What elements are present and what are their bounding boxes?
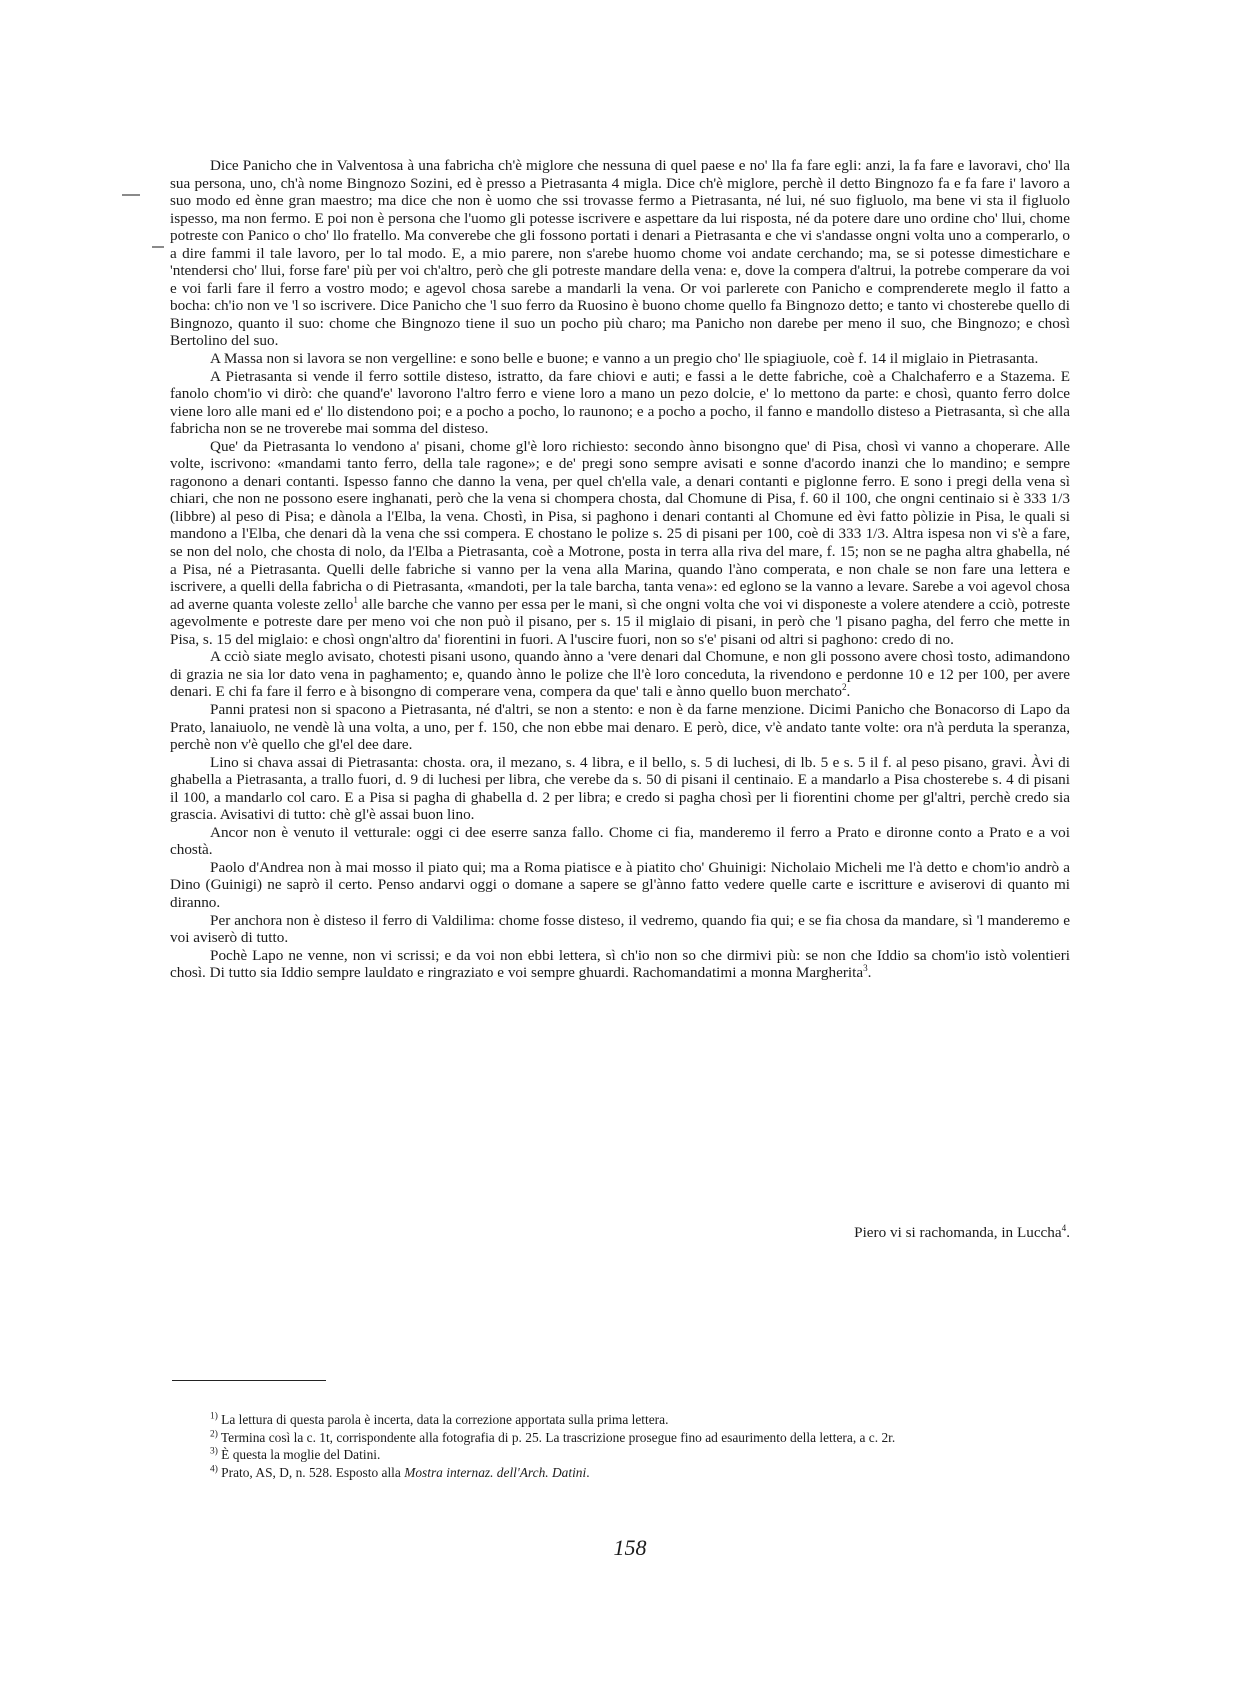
page-number: 158 [613, 1535, 647, 1560]
paragraph-paolo: Paolo d'Andrea non à mai mosso il piato qui; ma a Roma piatisce e à piatito cho' Ghuinigi: Nicholaio Micheli me l'à detto e chom'io andrò a Dino (Guinigi) ne saprò il certo. Penso andarvi oggi o domane a sapere se gl'ànno fatto vedere quelle carte e iscritture e aviserovi di quanto mi diranno. [170, 858, 1070, 911]
paragraph-avisato-end: . [846, 683, 851, 701]
paragraph-pietrasanta-ferro: A Pietrasanta si vende il ferro sottile disteso, istratto, da fare chiovi e auti; e fassi a le dette fabriche, coè a Chalchaferro e a Stazema. E fanolo chom'io vi dirò: che quand'e' lavorono l'altro ferro e viene loro a mano un pezo dolcie, e' lo mettono da parte: e chosì, quanto ferro dolce viene loro alle mani ed e' llo distendono poi; e a pocho a pocho, lo raunono; e a pocho a pocho, il fanno e mandollo disteso a Pietrasanta, sì che alla fabricha non se ne troverebe mai somma del disteso. [170, 367, 1070, 438]
paragraph-panni: Panni pratesi non si spacono a Pietrasanta, né d'altri, se non a stento: e non è da farne menzione. Dicimi Panicho che Bonacorso di Lapo da Prato, lanaiuolo, ne vendè là una volta, a uno, per f. 150, che non ebbe mai denaro. E però, dice, v'è andato tante volte: ora n'à perduta la speranza, perchè non v'è quello che gl'el dee dare. [170, 700, 1070, 754]
footnote-1-text: La lettura di questa parola è incerta, data la correzione apportata sulla prima lettera. [221, 1412, 669, 1427]
paragraph-vetturale: Ancor non è venuto il vetturale: oggi ci dee eserre sanza fallo. Chome ci fia, manderemo il ferro a Prato e dironne conto a Prato e a voi chostà. [170, 823, 1070, 859]
footnote-4-italic: Mostra internaz. dell'Arch. Datini [404, 1464, 587, 1480]
footnote-3 [170, 1446, 1070, 1464]
footnote-ref-4: 4 [1061, 1222, 1067, 1233]
footnote-4 [170, 1464, 1070, 1482]
footnote-ref-2: 2 [841, 682, 847, 693]
footnote-4-end: . [586, 1464, 590, 1480]
paragraph-avisato-text: A cciò siate meglo avisato, chotesti pisani usono, quando ànno a 'vere denari dal Chomune, e non gli possono avere chosì tosto, adimandono di grazia ne sia lor dato vena in paghamento; e, quando ànno le polize che ll'è loro conceduta, la rivendono e perdonne 10 e 12 per 100, per avere denari. E chi fa fare il ferro e à bisongno di comperare vena, compera da que' tali e ànno quello buon merchato [170, 648, 1070, 701]
signoff-text: Piero vi si rachomanda, in Luccha [854, 1224, 1062, 1241]
footnote-1-mark: 1) [210, 1411, 218, 1422]
signoff [170, 1224, 1070, 1242]
paragraph-closing-end: . [867, 964, 872, 982]
footnote-ref-1: 1 [353, 594, 358, 605]
footnote-4-mark: 4) [210, 1464, 218, 1475]
paragraph-avisato [170, 648, 1070, 701]
footnote-ref-3: 3 [863, 963, 868, 974]
paragraph-closing-text: Pochè Lapo ne venne, non vi scrissi; e da voi non ebbi lettera, sì ch'io non so che dirmivi più: se non che Iddio sa chom'io istò volentieri chosì. Di tutto sia Iddio sempre lauldato e ringraziato e voi sempre ghuardi. Rachomandatimi a monna Margherita [170, 946, 1070, 982]
footnote-2 [170, 1429, 1070, 1447]
footnote-1 [170, 1411, 1070, 1429]
paragraph-massa: A Massa non si lavora se non vergelline: e sono belle e buone; e vanno a un pregio cho' lle spiagiuole, coè f. 14 il miglaio in Pietrasanta. [210, 350, 1039, 368]
paragraph-closing [170, 947, 1070, 982]
paragraph-valventosa: Dice Panicho che in Valventosa à una fabricha ch'è miglore che nessuna di quel paese e no' lla fa fare egli: anzi, la fa fare e lavoravi, cho' lla sua persona, uno, ch'à nome Bingnozo Sozini, ed è presso a Pietrasanta 4 migla. Dice ch'è miglore, perchè il detto Bingnozo fa e fa fare i' lavoro a suo modo ed ènne gran maestro; ma dice che non è uomo che ssi trovasse fermo a Pietrasanta, né lui, né suo figluolo, ma bene vi sta il figluolo ispesso, ma non fermo. E poi non è persona che l'uomo gli potesse iscrivere e aspettare da lui risposta, né da potere dare uno ordine cho' llui, chome potreste con Panico o cho' llo fratello. Ma converebe che gli fossono portati i denari a Pietrasanta e che vi s'andasse ongni volta uno a comperarlo, o a dire fammi il tale lavoro, per lo tal modo. E, a mio parere, non s'arebe huomo chome voi andate cerchando; ma, se si potesse dimestichare e 'ntendersi cho' llui, forse fare' più per voi ch'altro, però che gli potreste mandare della vena: e, dove la compera d'altrui, la potrebe comperare da voi e voi farli fare il ferro a vostro modo; e agevol chosa sarebe a mandarli la vena. Or voi parlerete con Panicho e comprenderete meglo il fatto a bocha: ch'io non ve 'l so iscrivere. Dice Panicho che 'l suo ferro da Ruosino è buono chome quello fa Bingnozo detto; e tanto vi chosterebe quello di Bingnozo, quanto il suo: chome che Bingnozo tiene il suo un pocho più charo; ma Panicho non darebe per meno il suo, che Bingnozo; e chosì Bertolino del suo. [170, 157, 1070, 350]
footnote-2-mark: 2) [210, 1429, 218, 1440]
paragraph-lino: Lino si chava assai di Pietrasanta: chosta. ora, il mezano, s. 4 libra, e il bello, s. 5 di luchesi, di lb. 5 e s. 5 il f. al peso pisano, gravi. Àvi di ghabella a Pietrasanta, a trallo fuori, d. 9 di luchesi per libra, che verebe da s. 50 di pisani il centinaio. E a mandarlo a Pisa chosterebe s. 4 di pisani il 100, a mandarlo col caro. E a Pisa si pagha di ghabella d. 2 per libra; e credo si pagha chosì per li fiorentini chome per gl'altri, perchè credo sia grascia. Avisativi di tutto: chè gl'è assai buon lino. [170, 753, 1070, 824]
margin-mark-bottom [152, 246, 164, 248]
footnote-4-text: Prato, AS, D, n. 528. Esposto alla [221, 1464, 405, 1480]
paragraph-pisani-text-cont: alle barche che vanno per essa per le mani, sì che ongni volta che voi vi disponeste a volere atendere a cciò, potreste agevolmente e potreste dare per meno voi che non può il pisano, per s. 15 il miglaio di pisani, in però che 'l pisano pagha, del ferro che mette in Pisa, s. 15 del miglaio: e chosì ongn'altro da' fiorentini in fuori. A l'uscire fuori, non so s'e' pisani od altri si paghono: credo di no. [170, 595, 1070, 648]
margin-mark-top [122, 194, 140, 196]
paragraph-pisani-text: Que' da Pietrasanta lo vendono a' pisani, chome gl'è loro richiesto: secondo ànno bisongno que' di Pisa, chosì vi vanno a choperare. Alle volte, iscrivono: «mandami tanto ferro, della tale ragone»; e de' pregi sono sempre avisati e sonne d'acordo inanzi che lo mandino; e sempre ragonono a denari contanti. Ispesso fanno che danno la vena, per quel ch'ella vale, a denari contanti e piglonne ferro. E sono i pregi della vena sì chiari, che non ne possono esere inghanati, però che la vena si chompera chosta, dal Chomune di Pisa, f. 60 il 100, che ongni centinaio si è 333 1/3 (libbre) al peso di Pisa; e dànola a l'Elba, la vena. Chostì, in Pisa, si paghono i denari contanti al Chomune ed èvi fatto pòlizie in Pisa, le quali si mandono a l'Elba, che denari dà la vena che ssi compera. E chostano le polize s. 25 di pisani per 100, coè di 333 1/3. Altra ispesa non vi s'è a fare, se non del nolo, che chosta di nolo, da l'Elba a Pietrasanta, coè a Motrone, posta in terra alla riva del mare, f. 15; non se ne pagha altra ghabella, né a Pisa, né a Pietrasanta. Quelli delle fabriche si vanno per la vena alla Marina, quando l'àno comperata, e non chale se non fare una lettera e iscrivere, a quelli della fabricha o di Pietrasanta, «mandoti, per la tale barcha, tanta vena»: ed eglono se la vanno a levare. Sarebe a voi agevol chosa ad averne quanta voleste zello [170, 437, 1070, 613]
letter-body [170, 157, 1070, 982]
paragraph-pisani [170, 438, 1070, 649]
footnote-2-text: Termina così la c. 1t, corrispondente alla fotografia di p. 25. La trascrizione prosegue fino ad esaurimento della lettera, a c. 2r. [220, 1429, 896, 1445]
footnotes [170, 1411, 1070, 1481]
footnote-3-text: È questa la moglie del Datini. [221, 1447, 381, 1462]
footnote-divider [172, 1380, 326, 1381]
footnote-3-mark: 3) [210, 1446, 218, 1457]
paragraph-valdilima: Per anchora non è disteso il ferro di Valdilima: chome fosse disteso, il vedremo, quando fia qui; e se fia chosa da mandare, sì 'l manderemo e voi aviserò di tutto. [170, 911, 1070, 947]
signoff-end: . [1066, 1224, 1070, 1241]
